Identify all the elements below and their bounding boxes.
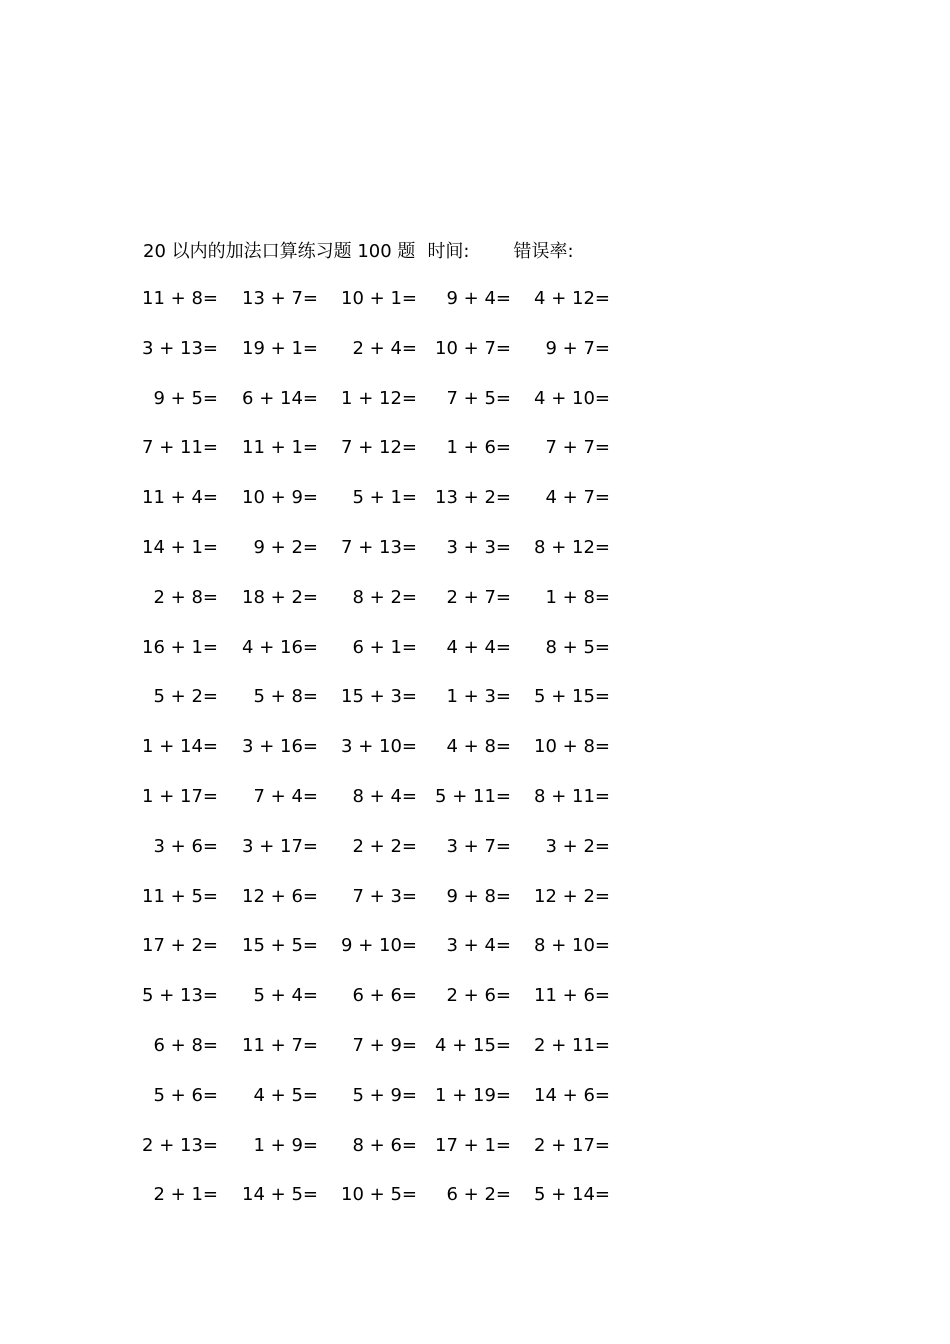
- problem-item: 1 + 6=: [446, 437, 511, 459]
- problem-row: [143, 336, 643, 386]
- problem-row: [143, 1033, 643, 1083]
- problem-item: 3 + 16=: [242, 736, 318, 758]
- problem-row: [143, 1133, 643, 1183]
- problem-item: 5 + 1=: [352, 487, 417, 509]
- error-rate-label: 错误率:: [513, 241, 574, 262]
- time-label: 时间:: [427, 241, 470, 262]
- problem-row: [143, 834, 643, 884]
- problem-row: [143, 585, 643, 635]
- problem-item: 1 + 12=: [341, 387, 417, 409]
- problem-item: 1 + 17=: [142, 785, 218, 807]
- problem-item: 7 + 12=: [341, 437, 417, 459]
- problem-item: 2 + 8=: [153, 586, 218, 608]
- problem-item: 15 + 3=: [341, 686, 417, 708]
- problem-item: 7 + 13=: [341, 536, 417, 558]
- problem-row: [143, 1182, 643, 1232]
- problem-item: 3 + 6=: [153, 835, 218, 857]
- problem-item: 7 + 4=: [253, 785, 318, 807]
- problem-item: 8 + 11=: [534, 785, 610, 807]
- problem-item: 18 + 2=: [242, 586, 318, 608]
- problem-item: 3 + 7=: [446, 835, 511, 857]
- problem-item: 11 + 1=: [242, 437, 318, 459]
- problem-item: 13 + 7=: [242, 288, 318, 309]
- problem-item: 8 + 4=: [352, 785, 417, 807]
- problem-item: 3 + 4=: [446, 935, 511, 957]
- problem-item: 7 + 5=: [446, 387, 511, 409]
- problem-item: 3 + 13=: [142, 337, 218, 359]
- problem-item: 2 + 17=: [534, 1134, 610, 1156]
- problem-item: 9 + 8=: [446, 885, 511, 907]
- problem-item: 9 + 2=: [253, 536, 318, 558]
- problem-item: 17 + 2=: [142, 935, 218, 957]
- problem-item: 2 + 11=: [534, 1034, 610, 1056]
- problem-item: 16 + 1=: [142, 636, 218, 658]
- problem-item: 12 + 6=: [242, 885, 318, 907]
- problem-item: 11 + 6=: [534, 985, 610, 1007]
- problem-item: 1 + 9=: [253, 1134, 318, 1156]
- problem-item: 4 + 8=: [446, 736, 511, 758]
- problem-item: 6 + 2=: [446, 1184, 511, 1206]
- problem-item: 6 + 6=: [352, 985, 417, 1007]
- problem-row: [143, 635, 643, 685]
- problem-item: 3 + 10=: [341, 736, 417, 758]
- problem-item: 8 + 10=: [534, 935, 610, 957]
- problem-item: 9 + 5=: [153, 387, 218, 409]
- problem-item: 6 + 1=: [352, 636, 417, 658]
- problem-item: 5 + 14=: [534, 1184, 610, 1206]
- problem-item: 1 + 8=: [545, 586, 610, 608]
- problem-item: 6 + 8=: [153, 1034, 218, 1056]
- worksheet-title: 20 以内的加法口算练习题 100 题: [143, 241, 416, 262]
- problem-row: [143, 933, 643, 983]
- problem-item: 5 + 11=: [435, 785, 511, 807]
- problem-item: 4 + 5=: [253, 1084, 318, 1106]
- problem-item: 8 + 2=: [352, 586, 417, 608]
- problem-row: [143, 485, 643, 535]
- problem-item: 15 + 5=: [242, 935, 318, 957]
- problem-item: 14 + 1=: [142, 536, 218, 558]
- problem-item: 11 + 8=: [142, 288, 218, 309]
- problem-item: 11 + 7=: [242, 1034, 318, 1056]
- problem-item: 2 + 1=: [153, 1184, 218, 1206]
- problem-grid: [143, 286, 643, 1232]
- problem-item: 4 + 16=: [242, 636, 318, 658]
- problem-item: 5 + 4=: [253, 985, 318, 1007]
- problem-item: 2 + 4=: [352, 337, 417, 359]
- problem-item: 4 + 4=: [446, 636, 511, 658]
- problem-item: 4 + 10=: [534, 387, 610, 409]
- problem-item: 1 + 14=: [142, 736, 218, 758]
- problem-item: 2 + 6=: [446, 985, 511, 1007]
- problem-item: 9 + 10=: [341, 935, 417, 957]
- problem-item: 2 + 13=: [142, 1134, 218, 1156]
- problem-row: [143, 684, 643, 734]
- problem-item: 1 + 3=: [446, 686, 511, 708]
- problem-item: 8 + 12=: [534, 536, 610, 558]
- problem-item: 1 + 19=: [435, 1084, 511, 1106]
- problem-item: 5 + 2=: [153, 686, 218, 708]
- problem-item: 10 + 9=: [242, 487, 318, 509]
- problem-item: 10 + 1=: [341, 288, 417, 309]
- problem-item: 2 + 2=: [352, 835, 417, 857]
- problem-item: 2 + 7=: [446, 586, 511, 608]
- problem-row: [143, 884, 643, 934]
- problem-item: 7 + 7=: [545, 437, 610, 459]
- problem-item: 14 + 5=: [242, 1184, 318, 1206]
- problem-item: 8 + 5=: [545, 636, 610, 658]
- problem-item: 17 + 1=: [435, 1134, 511, 1156]
- problem-item: 7 + 3=: [352, 885, 417, 907]
- problem-row: [143, 1083, 643, 1133]
- problem-item: 5 + 8=: [253, 686, 318, 708]
- problem-item: 3 + 2=: [545, 835, 610, 857]
- problem-item: 6 + 14=: [242, 387, 318, 409]
- problem-row: [143, 535, 643, 585]
- problem-item: 13 + 2=: [435, 487, 511, 509]
- problem-item: 9 + 4=: [446, 288, 511, 309]
- problem-item: 5 + 6=: [153, 1084, 218, 1106]
- problem-item: 14 + 6=: [534, 1084, 610, 1106]
- problem-item: 7 + 9=: [352, 1034, 417, 1056]
- problem-item: 10 + 8=: [534, 736, 610, 758]
- problem-item: 4 + 12=: [534, 288, 610, 309]
- worksheet-header: [143, 237, 574, 263]
- problem-item: 5 + 13=: [142, 985, 218, 1007]
- problem-item: 11 + 5=: [142, 885, 218, 907]
- problem-row: [143, 435, 643, 485]
- problem-item: 11 + 4=: [142, 487, 218, 509]
- problem-item: 4 + 7=: [545, 487, 610, 509]
- problem-item: 12 + 2=: [534, 885, 610, 907]
- problem-item: 10 + 7=: [435, 337, 511, 359]
- problem-row: [143, 734, 643, 784]
- problem-item: 19 + 1=: [242, 337, 318, 359]
- problem-item: 9 + 7=: [545, 337, 610, 359]
- problem-item: 7 + 11=: [142, 437, 218, 459]
- problem-item: 5 + 15=: [534, 686, 610, 708]
- problem-item: 8 + 6=: [352, 1134, 417, 1156]
- problem-item: 4 + 15=: [435, 1034, 511, 1056]
- problem-row: [143, 286, 643, 336]
- problem-item: 5 + 9=: [352, 1084, 417, 1106]
- problem-row: [143, 386, 643, 436]
- problem-item: 10 + 5=: [341, 1184, 417, 1206]
- problem-row: [143, 784, 643, 834]
- problem-item: 3 + 3=: [446, 536, 511, 558]
- problem-item: 3 + 17=: [242, 835, 318, 857]
- problem-row: [143, 983, 643, 1033]
